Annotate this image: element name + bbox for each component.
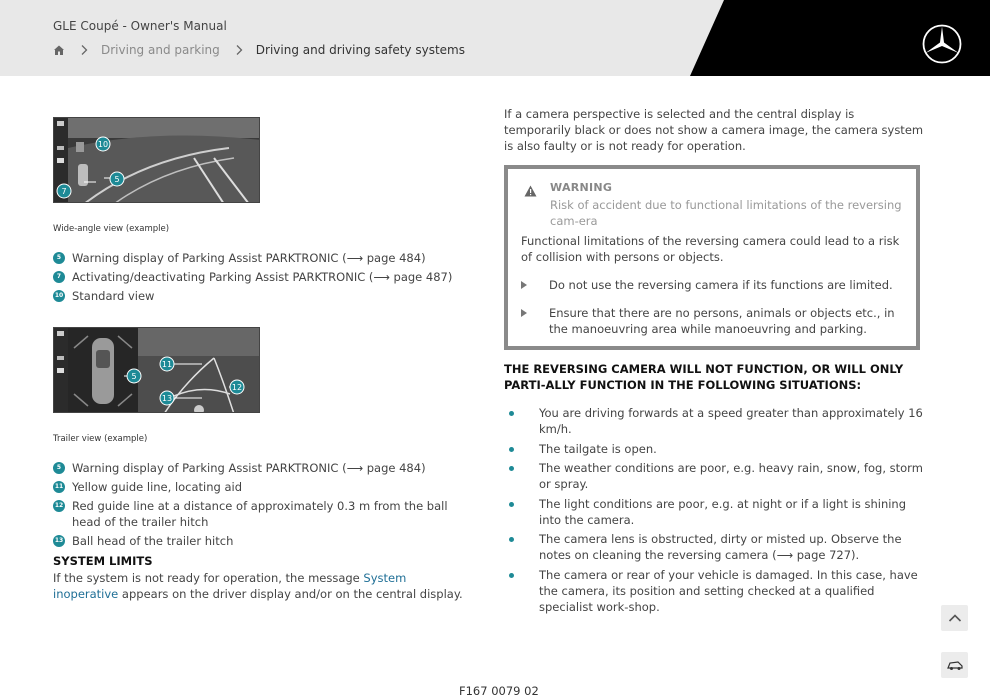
system-inoperative-message: System inoperative [53, 571, 407, 601]
system-limits-heading: SYSTEM LIMITS [53, 554, 153, 568]
bullet-dot [509, 447, 514, 452]
breadcrumb-current: Driving and driving safety systems [255, 43, 465, 57]
callout-5: 5 [131, 372, 137, 381]
system-limits-text-start: If the system is not ready for operation, the message [53, 571, 364, 585]
legend-text[interactable]: Warning display of Parking Assist PARKTRONIC (⟶ page 484) [72, 251, 426, 265]
bullet-dot [509, 502, 514, 507]
callout-badge: 12 [53, 500, 65, 512]
list-item [504, 531, 924, 563]
list-item [504, 405, 924, 437]
legend-item [53, 269, 462, 285]
callout-badge: 13 [53, 535, 65, 547]
chevron-right-icon [79, 44, 89, 56]
warning-item-text: Ensure that there are no persons, animals or objects etc., in the manoeuvring area while manoeuvring and parking. [549, 306, 895, 336]
list-item-text: The camera or rear of your vehicle is damaged. In this case, have the camera, its position and setting checked at a qualified specialist work-shop. [539, 567, 918, 614]
warning-title: WARNING [550, 181, 613, 194]
breadcrumb-driving-and-parking[interactable]: Driving and parking [101, 43, 220, 57]
legend-item [53, 498, 462, 530]
warning-box [504, 165, 920, 350]
chevron-up-icon [948, 613, 962, 623]
list-item [504, 496, 924, 528]
list-item-text[interactable]: The camera lens is obstructed, dirty or misted up. Observe the notes on cleaning the reversing camera (⟶ page 727). [539, 532, 902, 562]
bullet-dot [509, 411, 514, 416]
callout-badge: 5 [53, 252, 65, 264]
list-item-text: The weather conditions are poor, e.g. heavy rain, snow, fog, storm or spray. [539, 461, 923, 491]
system-limits-text-end: appears on the driver display and/or on the central display. [118, 587, 463, 601]
warning-item-text: Do not use the reversing camera if its functions are limited. [549, 278, 893, 292]
triangle-bullet-icon [521, 309, 527, 317]
warning-item [521, 305, 901, 337]
app-title: GLE Coupé - Owner's Manual [53, 19, 227, 33]
scroll-to-top-button[interactable] [941, 605, 968, 631]
triangle-bullet-icon [521, 281, 527, 289]
list-item-text: The tailgate is open. [539, 441, 657, 456]
legend-text: Yellow guide line, locating aid [72, 480, 243, 494]
image-caption: Wide-angle view (example) [53, 224, 170, 234]
legend-text[interactable]: Warning display of Parking Assist PARKTRONIC (⟶ page 484) [72, 461, 426, 475]
legend-text[interactable]: Activating/deactivating Parking Assist PARKTRONIC (⟶ page 487) [72, 270, 453, 284]
callout-10: 10 [97, 140, 109, 149]
chevron-right-icon [234, 44, 244, 56]
legend-text: Red guide line at a distance of approximately 0.3 m from the ball head of the trailer hitch [72, 499, 448, 529]
bullet-dot [509, 466, 514, 471]
legend-item [53, 533, 462, 549]
image-caption: Trailer view (example) [53, 434, 148, 444]
limitations-list [504, 405, 924, 618]
intro-paragraph: If a camera perspective is selected and the central display is temporarily black or does not show a camera image, the camera system is also faulty or is not ready for operation. [504, 107, 924, 153]
list-item [504, 441, 924, 457]
list-item-text: You are driving forwards at a speed greater than approximately 16 km/h. [539, 406, 923, 436]
legend-text: Standard view [72, 289, 155, 303]
legend-item [53, 288, 462, 304]
system-limits-text [53, 570, 473, 602]
callout-badge: 5 [53, 462, 65, 474]
callout-badge: 7 [53, 271, 65, 283]
mercedes-star-logo[interactable] [921, 23, 963, 65]
warning-item [521, 277, 901, 293]
trailer-view-image [53, 327, 260, 413]
callout-badge: 10 [53, 290, 65, 302]
warning-subtitle: Risk of accident due to functional limitations of the reversing cam-era [550, 198, 902, 228]
legend-item [53, 479, 462, 495]
vehicle-button[interactable] [941, 652, 968, 678]
legend-list [53, 250, 462, 307]
breadcrumb [53, 42, 465, 58]
list-item [504, 460, 924, 492]
list-item-text: The light conditions are poor, e.g. at night or if a light is shining into the camera. [539, 496, 907, 527]
legend-list [53, 460, 462, 552]
warning-body: Functional limitations of the reversing camera could lead to a risk of collision with persons or objects. [521, 234, 900, 264]
limitations-heading: THE REVERSING CAMERA WILL NOT FUNCTION, OR WILL ONLY PARTI-ALLY FUNCTION IN THE FOLLOWING SITUATIONS: [504, 362, 904, 392]
callout-11: 11 [161, 360, 173, 369]
wide-angle-view-image [53, 117, 260, 203]
list-item [504, 567, 924, 615]
callout-12: 12 [231, 383, 243, 392]
vehicle-icon [947, 659, 963, 671]
warning-triangle-icon [524, 185, 537, 197]
home-icon[interactable] [53, 44, 65, 56]
bullet-dot [509, 537, 514, 542]
callout-13: 13 [161, 394, 173, 403]
image-reference-code: F167 0079 02 [459, 684, 539, 698]
callout-5: 5 [114, 175, 120, 184]
legend-text: Ball head of the trailer hitch [72, 534, 234, 548]
bullet-dot [509, 573, 514, 578]
legend-item [53, 460, 462, 476]
legend-item [53, 250, 462, 266]
callout-badge: 11 [53, 481, 65, 493]
callout-7: 7 [61, 187, 67, 196]
